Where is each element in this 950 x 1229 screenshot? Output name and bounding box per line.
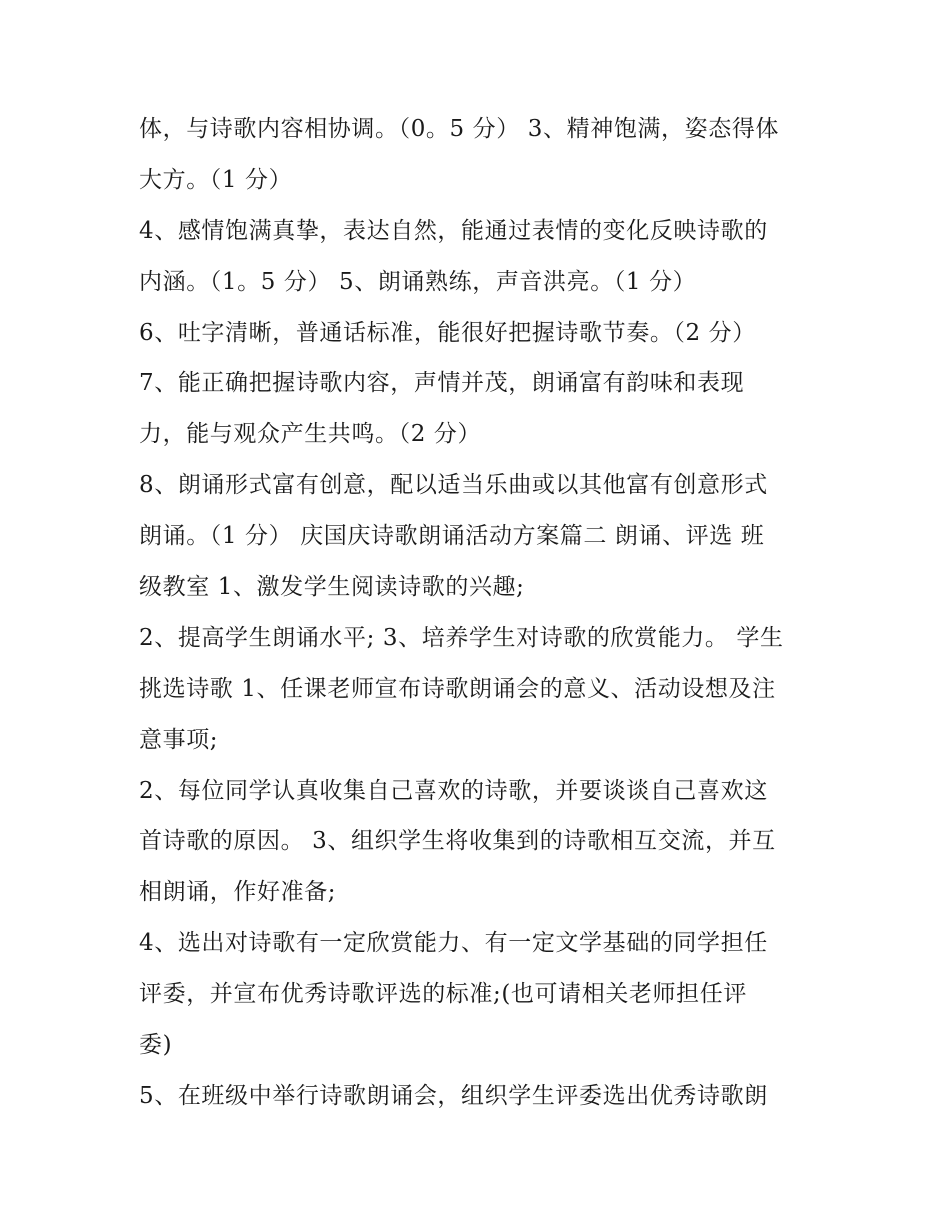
text-line: 意事项; (139, 726, 219, 753)
text-line: 大方。（1 分） (139, 166, 293, 193)
text-line: 评委，并宣布优秀诗歌评选的标准;(也可请相关老师担任评 (139, 981, 747, 1008)
text-line: 7、能正确把握诗歌内容，声情并茂，朗诵富有韵味和表现 (139, 370, 745, 397)
body-text (139, 104, 829, 1122)
text-line: 6、吐字清晰，普通话标准，能很好把握诗歌节奏。（2 分） (139, 319, 756, 346)
text-line: 相朗诵，作好准备; (139, 879, 337, 906)
text-line: 4、感情饱满真挚，表达自然，能通过表情的变化反映诗歌的 (139, 217, 768, 244)
text-line: 2、提高学生朗诵水平; 3、培养学生对诗歌的欣赏能力。 学生 (139, 624, 784, 651)
text-line: 级教室 1、激发学生阅读诗歌的兴趣; (139, 574, 525, 601)
text-line: 力，能与观众产生共鸣。（2 分） (139, 421, 482, 448)
text-line: 内涵。（1。5 分） 5、朗诵熟练，声音洪亮。（1 分） (139, 268, 697, 295)
text-line: 挑选诗歌 1、任课老师宣布诗歌朗诵会的意义、活动设想及注 (139, 675, 776, 702)
text-line: 8、朗诵形式富有创意，配以适当乐曲或以其他富有创意形式 (139, 472, 768, 499)
text-line: 朗诵。（1 分） 庆国庆诗歌朗诵活动方案篇二 朗诵、评选 班 (139, 523, 765, 550)
text-line: 体，与诗歌内容相协调。（0。5 分） 3、精神饱满，姿态得体 (139, 116, 780, 142)
text-line: 2、每位同学认真收集自己喜欢的诗歌，并要谈谈自己喜欢这 (139, 777, 768, 804)
text-line: 5、在班级中举行诗歌朗诵会，组织学生评委选出优秀诗歌朗 (139, 1082, 768, 1109)
text-line: 委) (139, 1032, 173, 1059)
text-line: 4、选出对诗歌有一定欣赏能力、有一定文学基础的同学担任 (139, 930, 768, 957)
text-line: 首诗歌的原因。 3、组织学生将收集到的诗歌相互交流，并互 (139, 828, 776, 855)
